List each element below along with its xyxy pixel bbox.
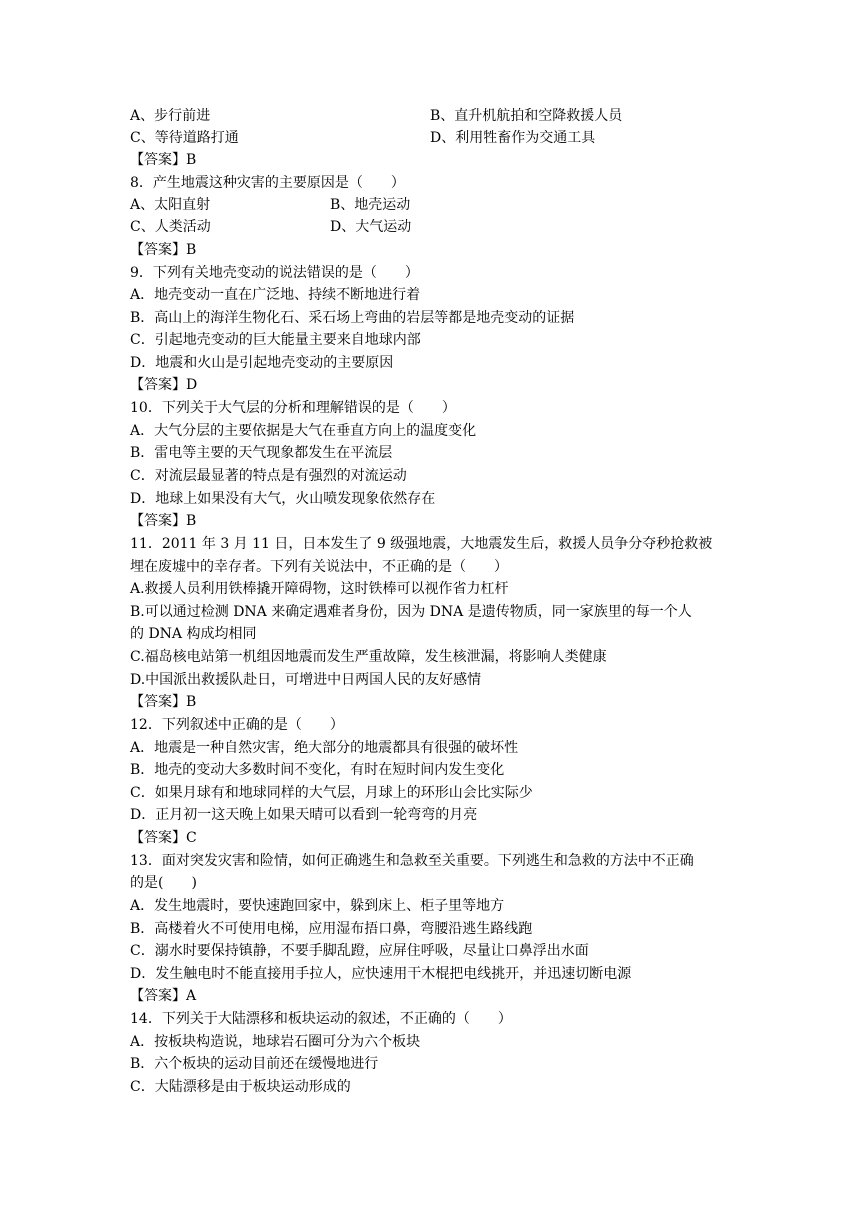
question-stem: 埋在废墟中的幸存者。下列有关说法中，不正确的是（ ） [130,559,508,575]
option-b: B、地壳运动 [330,197,411,213]
option-line: D．地震和火山是引起地壳变动的主要原因 [130,355,394,371]
option-line: C.福岛核电站第一机组因地震而发生严重故障，发生核泄漏，将影响人类健康 [130,649,607,665]
option-b: B、直升机航拍和空降救援人员 [430,108,623,124]
option-line: D．发生触电时不能直接用手拉人，应快速用干木棍把电线挑开，并迅速切断电源 [130,966,632,982]
option-line: D.中国派出救援队赴日，可增进中日两国人民的友好感情 [130,672,482,688]
option-line: A．发生地震时，要快速跑回家中，躲到床上、柜子里等地方 [130,898,505,914]
answer-line: 【答案】B [130,242,197,258]
option-line: D．地球上如果没有大气，火山喷发现象依然存在 [130,491,436,507]
answer-line: 【答案】D [130,377,198,393]
option-line: 的 DNA 构成均相同 [130,626,257,642]
option-line: A．大气分层的主要依据是大气在垂直方向上的温度变化 [130,423,477,439]
answer-line: 【答案】B [130,694,197,710]
option-d: D、大气运动 [330,219,412,235]
option-line: C．溺水时要保持镇静，不要手脚乱蹬，应屏住呼吸，尽量让口鼻浮出水面 [130,943,589,959]
option-line: C．如果月球有和地球同样的大气层，月球上的环形山会比实际少 [130,785,533,801]
question-stem: 9．下列有关地壳变动的说法错误的是（ ） [130,265,419,281]
option-line: C．大陆漂移是由于板块运动形成的 [130,1079,351,1095]
option-line: B．地壳的变动大多数时间不变化，有时在短时间内发生变化 [130,762,505,778]
question-stem: 13．面对突发灾害和险情，如何正确逃生和急救至关重要。下列逃生和急救的方法中不正确 [130,853,694,869]
option-line: B.可以通过检测 DNA 来确定遇难者身份，因为 DNA 是遗传物质，同一家族里的每一个人 [130,604,692,620]
question-stem: 的是( ) [130,875,197,891]
option-line: A．地壳变动一直在广泛地、持续不断地进行着 [130,287,421,303]
option-line: B．高山上的海洋生物化石、采石场上弯曲的岩层等都是地壳变动的证据 [130,310,575,326]
option-line: B．高楼着火不可使用电梯，应用湿布捂口鼻，弯腰沿逃生路线跑 [130,921,533,937]
option-line: A．按板块构造说，地球岩石圈可分为六个板块 [130,1034,421,1050]
question-stem: 14．下列关于大陆漂移和板块运动的叙述，不正确的（ ） [130,1011,512,1027]
answer-line: 【答案】C [130,830,197,846]
option-line: A．地震是一种自然灾害，绝大部分的地震都具有很强的破坏性 [130,740,519,756]
answer-line: 【答案】B [130,513,197,529]
answer-line: 【答案】B [130,152,197,168]
option-line: B．雷电等主要的天气现象都发生在平流层 [130,445,393,461]
option-a: A、太阳直射 [130,197,211,213]
option-c: C、等待道路打通 [130,130,239,146]
option-c: C、人类活动 [130,219,211,235]
question-stem: 8．产生地震这种灾害的主要原因是（ ） [130,175,405,191]
option-line: B．六个板块的运动目前还在缓慢地进行 [130,1056,379,1072]
option-d: D、利用牲畜作为交通工具 [430,130,596,146]
option-line: D．正月初一这天晚上如果天晴可以看到一轮弯弯的月亮 [130,807,478,823]
option-a: A、步行前进 [130,108,211,124]
question-stem: 12．下列叙述中正确的是（ ） [130,717,344,733]
option-line: A.救援人员利用铁棒撬开障碍物，这时铁棒可以视作省力杠杆 [130,581,509,597]
option-line: C．对流层最显著的特点是有强烈的对流运动 [130,468,407,484]
answer-line: 【答案】A [130,988,197,1004]
option-line: C．引起地壳变动的巨大能量主要来自地球内部 [130,332,421,348]
question-stem: 10．下列关于大气层的分析和理解错误的是（ ） [130,400,456,416]
question-stem: 11．2011 年 3 月 11 日，日本发生了 9 级强地震，大地震发生后，救援人员争分夺秒抢救被 [130,536,713,552]
